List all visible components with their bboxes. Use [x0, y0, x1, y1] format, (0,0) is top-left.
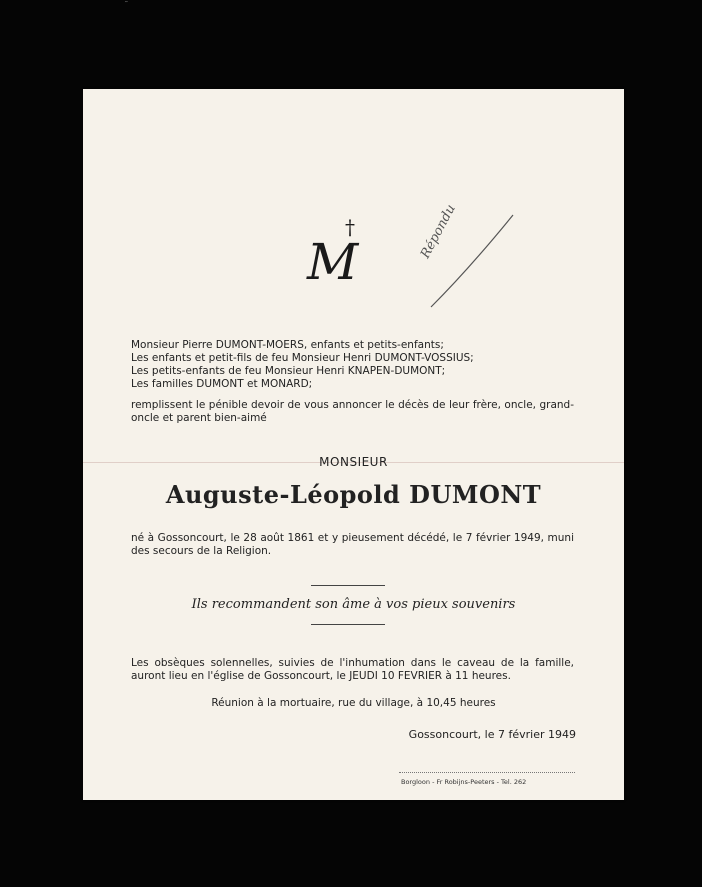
divider-top [311, 585, 385, 586]
deceased-name: Auguste-Léopold DUMONT [165, 480, 542, 509]
cross-icon: † [345, 215, 355, 239]
honorific-title: MONSIEUR [319, 455, 388, 469]
family-line: Les enfants et petit-fils de feu Monsieur Henri DUMONT-VOSSIUS; [131, 352, 474, 364]
announcement-text: remplissent le pénible devoir de vous annoncer le décès de leur frère, oncle, grand-oncle et parent bien-aimé [131, 399, 574, 424]
printer-divider [399, 772, 575, 773]
family-line: Les familles DUMONT et MONARD; [131, 378, 313, 390]
printer-credit: Borgloon - Fr Robijns-Peeters - Tel. 262 [401, 778, 527, 786]
ornamental-initial: M [307, 233, 359, 291]
birth-death-text: né à Gossoncourt, le 28 août 1861 et y pieusement décédé, le 7 février 1949, muni des secours de la Religion. [131, 532, 574, 557]
death-notice-card [83, 89, 624, 800]
recommendation-text: Ils recommandent son âme à vos pieux souvenirs [191, 597, 516, 612]
family-line: Monsieur Pierre DUMONT-MOERS, enfants et petits-enfants; [131, 339, 444, 351]
place-date: Gossoncourt, le 7 février 1949 [408, 728, 576, 741]
family-line: Les petits-enfants de feu Monsieur Henri KNAPEN-DUMONT; [131, 365, 446, 377]
family-list [131, 339, 551, 391]
divider-bottom [311, 624, 385, 625]
reunion-text: Réunion à la mortuaire, rue du village, à 10,45 heures [211, 697, 496, 709]
top-corner-mark: ˜ [125, 0, 128, 9]
funeral-text: Les obsèques solennelles, suivies de l'inhumation dans le caveau de la famille, auront lieu en l'église de Gossoncourt, le JEUDI 10 FEVRIER à 11 heures. [131, 657, 574, 682]
handwritten-note: Répondu [418, 202, 459, 262]
